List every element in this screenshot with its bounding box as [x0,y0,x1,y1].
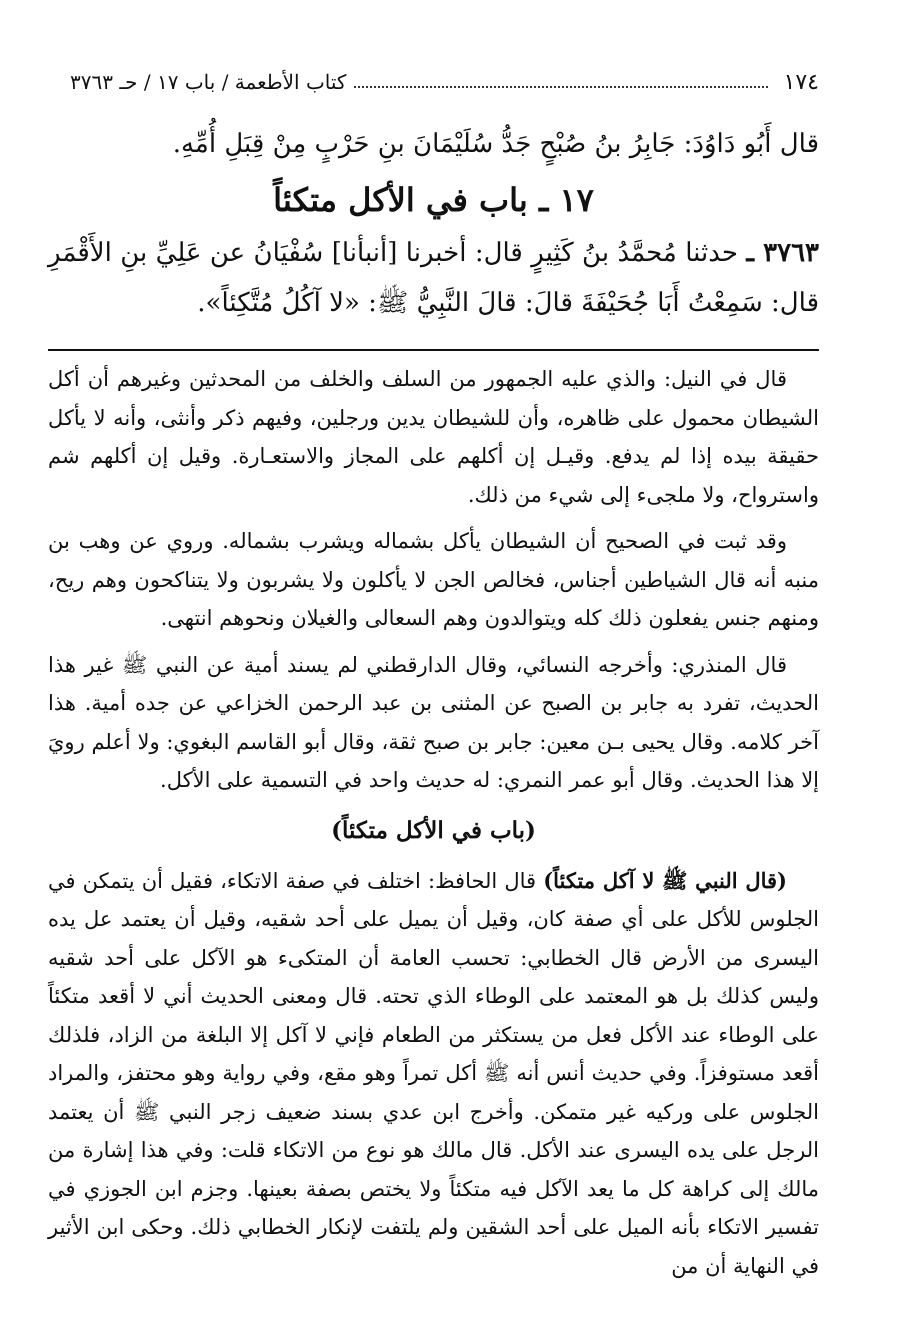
hadith-number: ٣٧٦٣ ـ [746,238,819,268]
footnote-divider [48,349,819,351]
commentary-section [48,360,819,1293]
chapter-title: ١٧ ـ باب في الأكل متكئاً [273,181,594,219]
commentary-paragraph: وقد ثبت في الصحيح أن الشيطان يأكل بشماله ويشرب بشماله. وروي عن وهب بن منبه أنه قال الشياطين أجناس، فخالص الجن لا يأكلون ولا يشربون ولا يتناكحون وهم ريح، ومنهم جنس يفعلون ذلك كله ويتوالدون وهم السعالى والغيلان ونحوهم انتهى. [48,529,819,630]
commentary-paragraph: قال في النيل: والذي عليه الجمهور من السلف والخلف من المحدثين وغيرهم أن أكل الشيطان محمول على ظاهره، وأن للشيطان يدين ورجلين، وفيهم ذكر وأنثى، وأنه لا يأكل حقيقة بيده إذا لم يدفع. وقيـل إن أكلهم على المجاز والاستعـارة. وقيل إن أكلهم شم واسترواح، ولا ملجىء إلى شيء من ذلك. [48,367,819,507]
page-header [70,70,819,110]
running-title: كتاب الأطعمة / باب ١٧ / حـ ٣٧٦٣ [70,70,347,94]
abu-dawud-note: قال أَبُو دَاوُدَ: جَابِرُ بنُ صُبْحٍ جَدُّ سُلَيْمَانَ بنِ حَرْبٍ مِنْ قِبَلِ أُمِّهِ. [172,129,819,159]
commentary-lead: (قال النبي ﷺ لا آكل متكئاً) [543,867,787,893]
commentary-text: قال الحافظ: اختلف في صفة الاتكاء، فقيل أن يتمكن في الجلوس للأكل على أي صفة كان، وقيل أن يميل على أحد شقيه، وقيل أن يعتمد عل يده اليسرى من الأرض قال الخطابي: تحسب العامة أن المتكىء هو الآكل على أحد شقيه وليس كذلك بل هو المعتمد على الوطاء الذي تحته. قال ومعنى الحديث أني لا أقعد متكئاً على الوطاء عند الأكل فعل من يستكثر من الطعام فإني لا آكل إلا البلغة من الزاد، فلذلك أقعد مستوفزاً. وفي حديث أنس أنه ﷺ أكل تمراً وهو مقع، وفي رواية وهو محتفز، والمراد الجلوس على وركيه غير متمكن. وأخرج ابن عدي بسند ضعيف زجر النبي ﷺ أن يعتمد الرجل على يده اليسرى عند الأكل. قال مالك هو نوع من الاتكاء قلت: وفي هذا إشارة من مالك إلى كراهة كل ما يعد الآكل فيه متكئاً ولا يختص بصفة بعينها. وجزم ابن الجوزي في تفسير الاتكاء بأنه الميل على أحد الشقين ولم يلتفت لإنكار الخطابي ذلك. وحكى ابن الأثير في النهاية أن من [48,868,819,1278]
dotted-leader [354,70,767,88]
main-text [48,118,819,328]
hadith-text: حدثنا مُحمَّدُ بنُ كَثِيرٍ قال: أخبرنا [أنبأنا] سُفْيَانُ عن عَلِيِّ بنِ الأَقْمَرِ قال: سَمِعْتُ أَبَا جُحَيْفَةَ قالَ: قالَ النَّبِيُّ ﷺ: «لا آكُلُ مُتَّكِئاً». [48,238,819,318]
page-number: ١٧٤ [783,70,819,95]
commentary-paragraph: قال المنذري: وأخرجه النسائي، وقال الدارقطني لم يسند أمية عن النبي ﷺ غير هذا الحديث، تفرد به جابر بن الصبح عن المثنى بن عبد الرحمن الخزاعي عن جده أمية. هذا آخر كلامه. وقال يحيى بـن معين: جابر بن صبح ثقة، وقال أبو القاسم البغوي: ولا أعلم رويَ إلا هذا الحديث. وقال أبو عمر النمري: له حديث واحد في التسمية على الأكل. [48,652,819,792]
commentary-paragraph [48,862,819,1286]
hadith-3763 [48,228,819,328]
commentary-subheading: (باب في الأكل متكئاً) [331,816,536,844]
